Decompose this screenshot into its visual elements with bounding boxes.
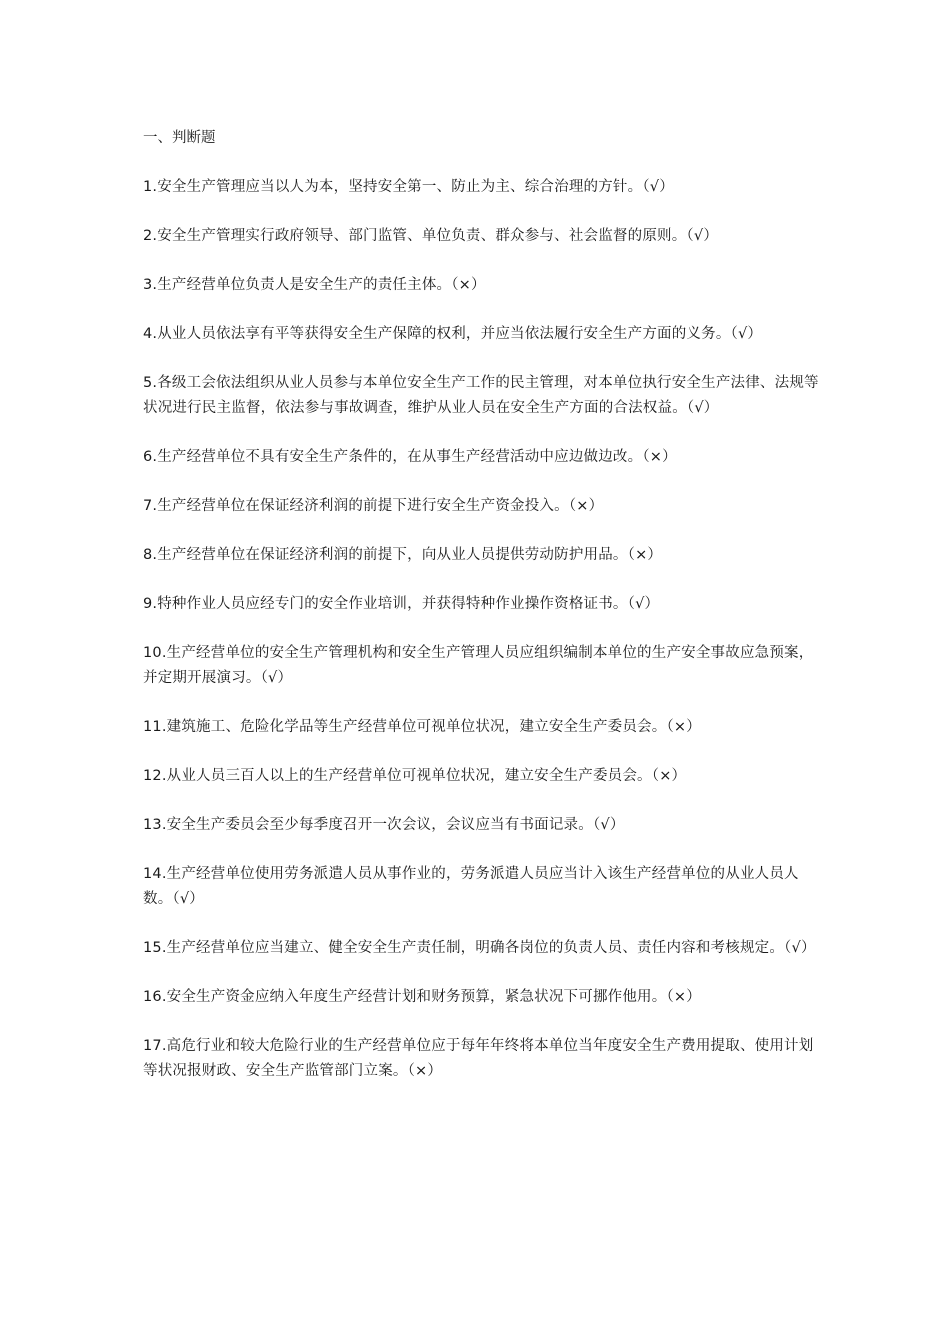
question-item: 9.特种作业人员应经专门的安全作业培训，并获得特种作业操作资格证书。（√） <box>143 596 660 612</box>
question-item: 3.生产经营单位负责人是安全生产的责任主体。（×） <box>143 277 486 293</box>
question-item: 16.安全生产资金应纳入年度生产经营计划和财务预算，紧急状况下可挪作他用。（×） <box>143 989 701 1005</box>
question-item: 6.生产经营单位不具有安全生产条件的，在从事生产经营活动中应边做边改。（×） <box>143 449 677 465</box>
question-item: 15.生产经营单位应当建立、健全安全生产责任制，明确各岗位的负责人员、责任内容和考核规定。（√） <box>143 940 816 956</box>
question-item: 10.生产经营单位的安全生产管理机构和安全生产管理人员应组织编制本单位的生产安全事故应急预案，并定期开展演习。（√） <box>143 645 814 686</box>
question-item: 11.建筑施工、危险化学品等生产经营单位可视单位状况，建立安全生产委员会。（×） <box>143 719 701 735</box>
section-title: 一、判断题 <box>143 130 216 146</box>
document-content <box>143 126 823 1108</box>
question-item: 12.从业人员三百人以上的生产经营单位可视单位状况，建立安全生产委员会。（×） <box>143 768 687 784</box>
question-item: 17.高危行业和较大危险行业的生产经营单位应于每年年终将本单位当年度安全生产费用提取、使用计划等状况报财政、安全生产监管部门立案。（×） <box>143 1038 814 1079</box>
question-item: 5.各级工会依法组织从业人员参与本单位安全生产工作的民主管理，对本单位执行安全生产法律、法规等状况进行民主监督，依法参与事故调查，维护从业人员在安全生产方面的合法权益。（√） <box>143 375 819 416</box>
question-item: 8.生产经营单位在保证经济利润的前提下，向从业人员提供劳动防护用品。（×） <box>143 547 663 563</box>
question-item: 1.安全生产管理应当以人为本，坚持安全第一、防止为主、综合治理的方针。（√） <box>143 179 674 195</box>
question-item: 13.安全生产委员会至少每季度召开一次会议，会议应当有书面记录。（√） <box>143 817 625 833</box>
question-item: 14.生产经营单位使用劳务派遣人员从事作业的，劳务派遣人员应当计入该生产经营单位的从业人员人数。（√） <box>143 866 799 907</box>
question-item: 2.安全生产管理实行政府领导、部门监管、单位负责、群众参与、社会监督的原则。（√） <box>143 228 719 244</box>
question-item: 7.生产经营单位在保证经济利润的前提下进行安全生产资金投入。（×） <box>143 498 604 514</box>
question-item: 4.从业人员依法享有平等获得安全生产保障的权利，并应当依法履行安全生产方面的义务。（√） <box>143 326 763 342</box>
